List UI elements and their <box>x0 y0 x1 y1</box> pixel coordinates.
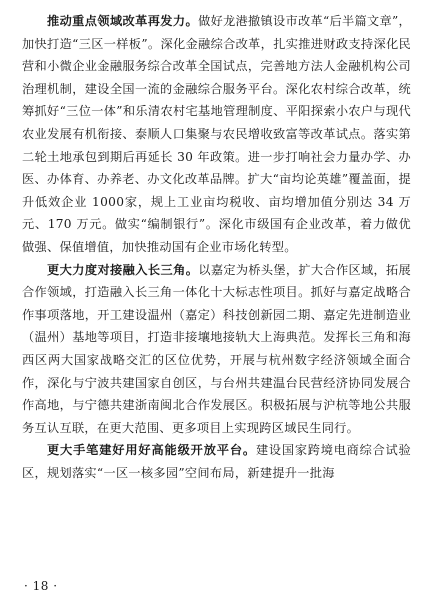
paragraph-text: 以嘉定为桥头堡，扩大合作区域，拓展合作领域，打造融入长三角一体化十大标志性项目。抓好与嘉定战略合作事项落地，开工建设温州（嘉定）科技创新园二期、嘉定先进制造业（温州）基地等项目，打造非接壤地接轨大上海典范。发挥长三角和海西区两大国家战略交汇的区位优势，开展与杭州数字经济领域全面合作，深化与宁波共建国家自创区，与台州共建温台民营经济协同发展合作高地，与宁德共建浙南闽北合作发展区。积极拓展与沪杭等地公共服务互认互联，在更大范围、更多项目上实现跨区域民生同行。 <box>22 262 411 435</box>
page-number: · 18 · <box>24 579 58 593</box>
paragraph-reform <box>22 10 411 259</box>
paragraph-text: 建设国家跨境电商综合试验区，规划落实“一区一核多园”空间布局，新建提升一批海 <box>22 443 411 480</box>
paragraph-yangtze-delta <box>22 259 411 440</box>
paragraph-lead: 推动重点领域改革再发力。 <box>47 14 199 28</box>
paragraph-lead: 更大手笔建好用好高能级开放平台。 <box>47 443 256 458</box>
paragraph-lead: 更大力度对接融入长三角。 <box>47 262 199 277</box>
paragraph-open-platform <box>22 439 411 484</box>
document-body <box>22 10 411 484</box>
paragraph-text: 做好龙港撤镇设市改革“后半篇文章”，加快打造“三区一样板”。深化金融综合改革，扎实推进财政支持深化民营和小微企业金融服务综合改革全国试点，完善地方法人金融机构公司治理机制，建设全国一流的金融综合服务平台。深化农村综合改革，统筹抓好“三位一体”和乐清农村宅基地管理制度、平阳探索小农户与现代农业发展有机衔接、泰顺人口集聚与农民增收致富等改革试点。落实第二轮土地承包到期后再延长 30 年政策。进一步打响社会力量办学、办医、办体育、办养老、办文化改革品牌。扩大“亩均论英雄”覆盖面，提升低效企业 1000家，规上工业亩均税收、亩均增加值分别达 34 万元、170 万元。做实“编制银行”。深化市级国有企业改革，着力做优做强、保值增值，加快推动国有企业市场化转型。 <box>22 14 411 254</box>
